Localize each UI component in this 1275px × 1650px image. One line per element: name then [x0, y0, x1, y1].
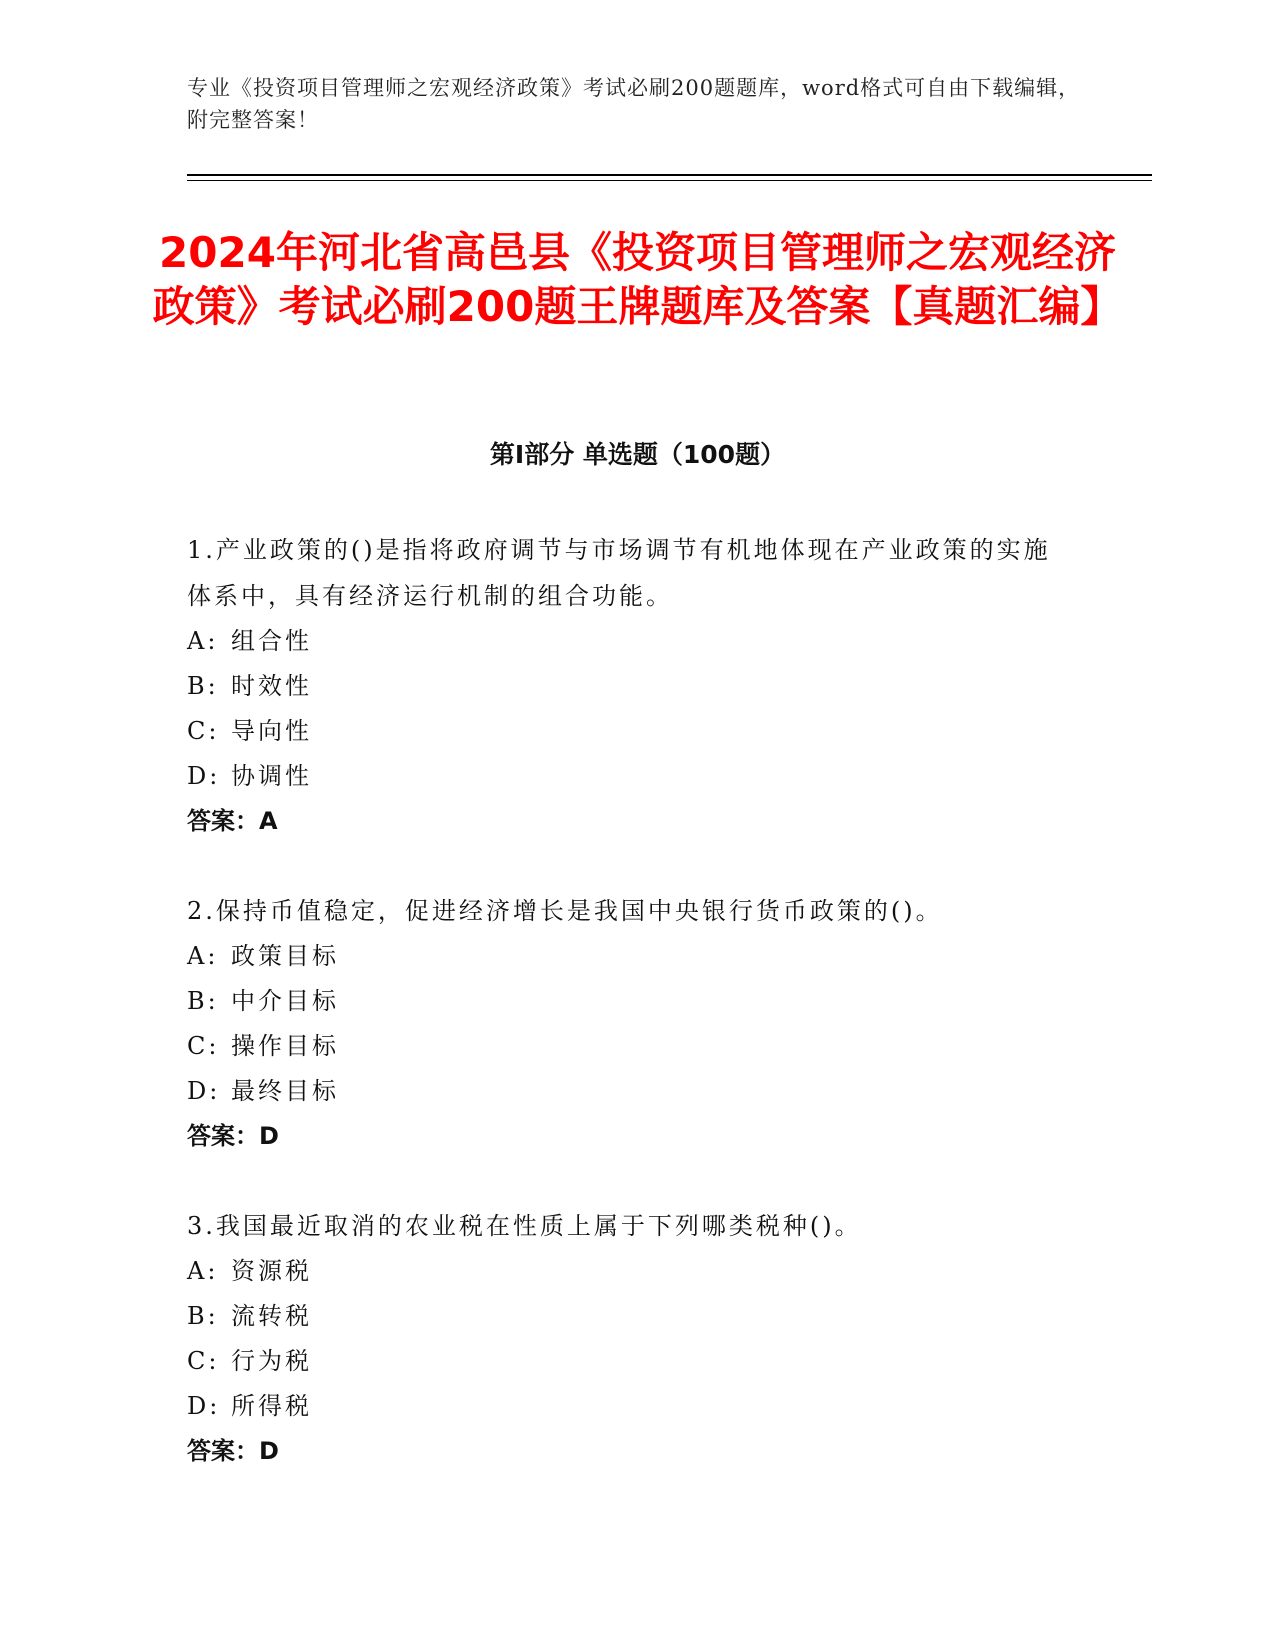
option-text: 最终目标 — [231, 1077, 339, 1105]
option-b — [187, 979, 1067, 1024]
option-text: 流转税 — [231, 1302, 312, 1330]
option-c — [187, 709, 1067, 754]
option-d — [187, 1384, 1067, 1429]
option-key: D: — [187, 1392, 221, 1420]
answer-value: A — [259, 807, 278, 835]
question-list — [187, 527, 1067, 1518]
question-1 — [187, 527, 1067, 844]
option-a — [187, 934, 1067, 979]
answer-value: D — [259, 1437, 279, 1465]
header-rule-thin — [187, 180, 1152, 181]
option-text: 所得税 — [231, 1392, 312, 1420]
option-key: C: — [187, 1032, 220, 1060]
option-key: B: — [187, 987, 219, 1015]
answer-line — [187, 799, 1067, 844]
answer-line — [187, 1429, 1067, 1474]
question-stem: 1.产业政策的()是指将政府调节与市场调节有机地体现在产业政策的实施体系中，具有经济运行机制的组合功能。 — [187, 536, 1051, 610]
option-key: A: — [187, 1257, 219, 1285]
answer-label: 答案： — [187, 1122, 259, 1150]
header-note: 专业《投资项目管理师之宏观经济政策》考试必刷200题题库，word格式可自由下载编辑，附完整答案！ — [187, 76, 1081, 132]
section-title: 第I部分 单选题（100题） — [489, 440, 786, 469]
option-text: 导向性 — [231, 717, 312, 745]
document-title: 2024年河北省高邑县《投资项目管理师之宏观经济政策》考试必刷200题王牌题库及答案【真题汇编】 — [152, 228, 1123, 331]
question-stem: 2.保持币值稳定，促进经济增长是我国中央银行货币政策的()。 — [187, 897, 943, 925]
question-stem: 3.我国最近取消的农业税在性质上属于下列哪类税种()。 — [187, 1212, 862, 1240]
option-text: 协调性 — [231, 762, 312, 790]
option-key: D: — [187, 1077, 221, 1105]
option-text: 中介目标 — [231, 987, 339, 1015]
answer-value: D — [259, 1122, 279, 1150]
option-text: 操作目标 — [231, 1032, 339, 1060]
option-key: C: — [187, 1347, 220, 1375]
option-key: A: — [187, 942, 219, 970]
option-c — [187, 1339, 1067, 1384]
option-text: 政策目标 — [231, 942, 339, 970]
option-d — [187, 754, 1067, 799]
option-text: 资源税 — [231, 1257, 312, 1285]
option-text: 组合性 — [231, 627, 312, 655]
answer-label: 答案： — [187, 1437, 259, 1465]
option-d — [187, 1069, 1067, 1114]
option-b — [187, 1294, 1067, 1339]
option-key: C: — [187, 717, 220, 745]
option-text: 行为税 — [231, 1347, 312, 1375]
option-a — [187, 619, 1067, 664]
option-text: 时效性 — [231, 672, 312, 700]
option-key: A: — [187, 627, 219, 655]
answer-line — [187, 1114, 1067, 1159]
option-key: B: — [187, 672, 219, 700]
option-key: B: — [187, 1302, 219, 1330]
option-a — [187, 1249, 1067, 1294]
question-3 — [187, 1203, 1067, 1474]
answer-label: 答案： — [187, 807, 259, 835]
question-2 — [187, 888, 1067, 1159]
header-rule-thick — [187, 174, 1152, 176]
option-b — [187, 664, 1067, 709]
option-key: D: — [187, 762, 221, 790]
option-c — [187, 1024, 1067, 1069]
